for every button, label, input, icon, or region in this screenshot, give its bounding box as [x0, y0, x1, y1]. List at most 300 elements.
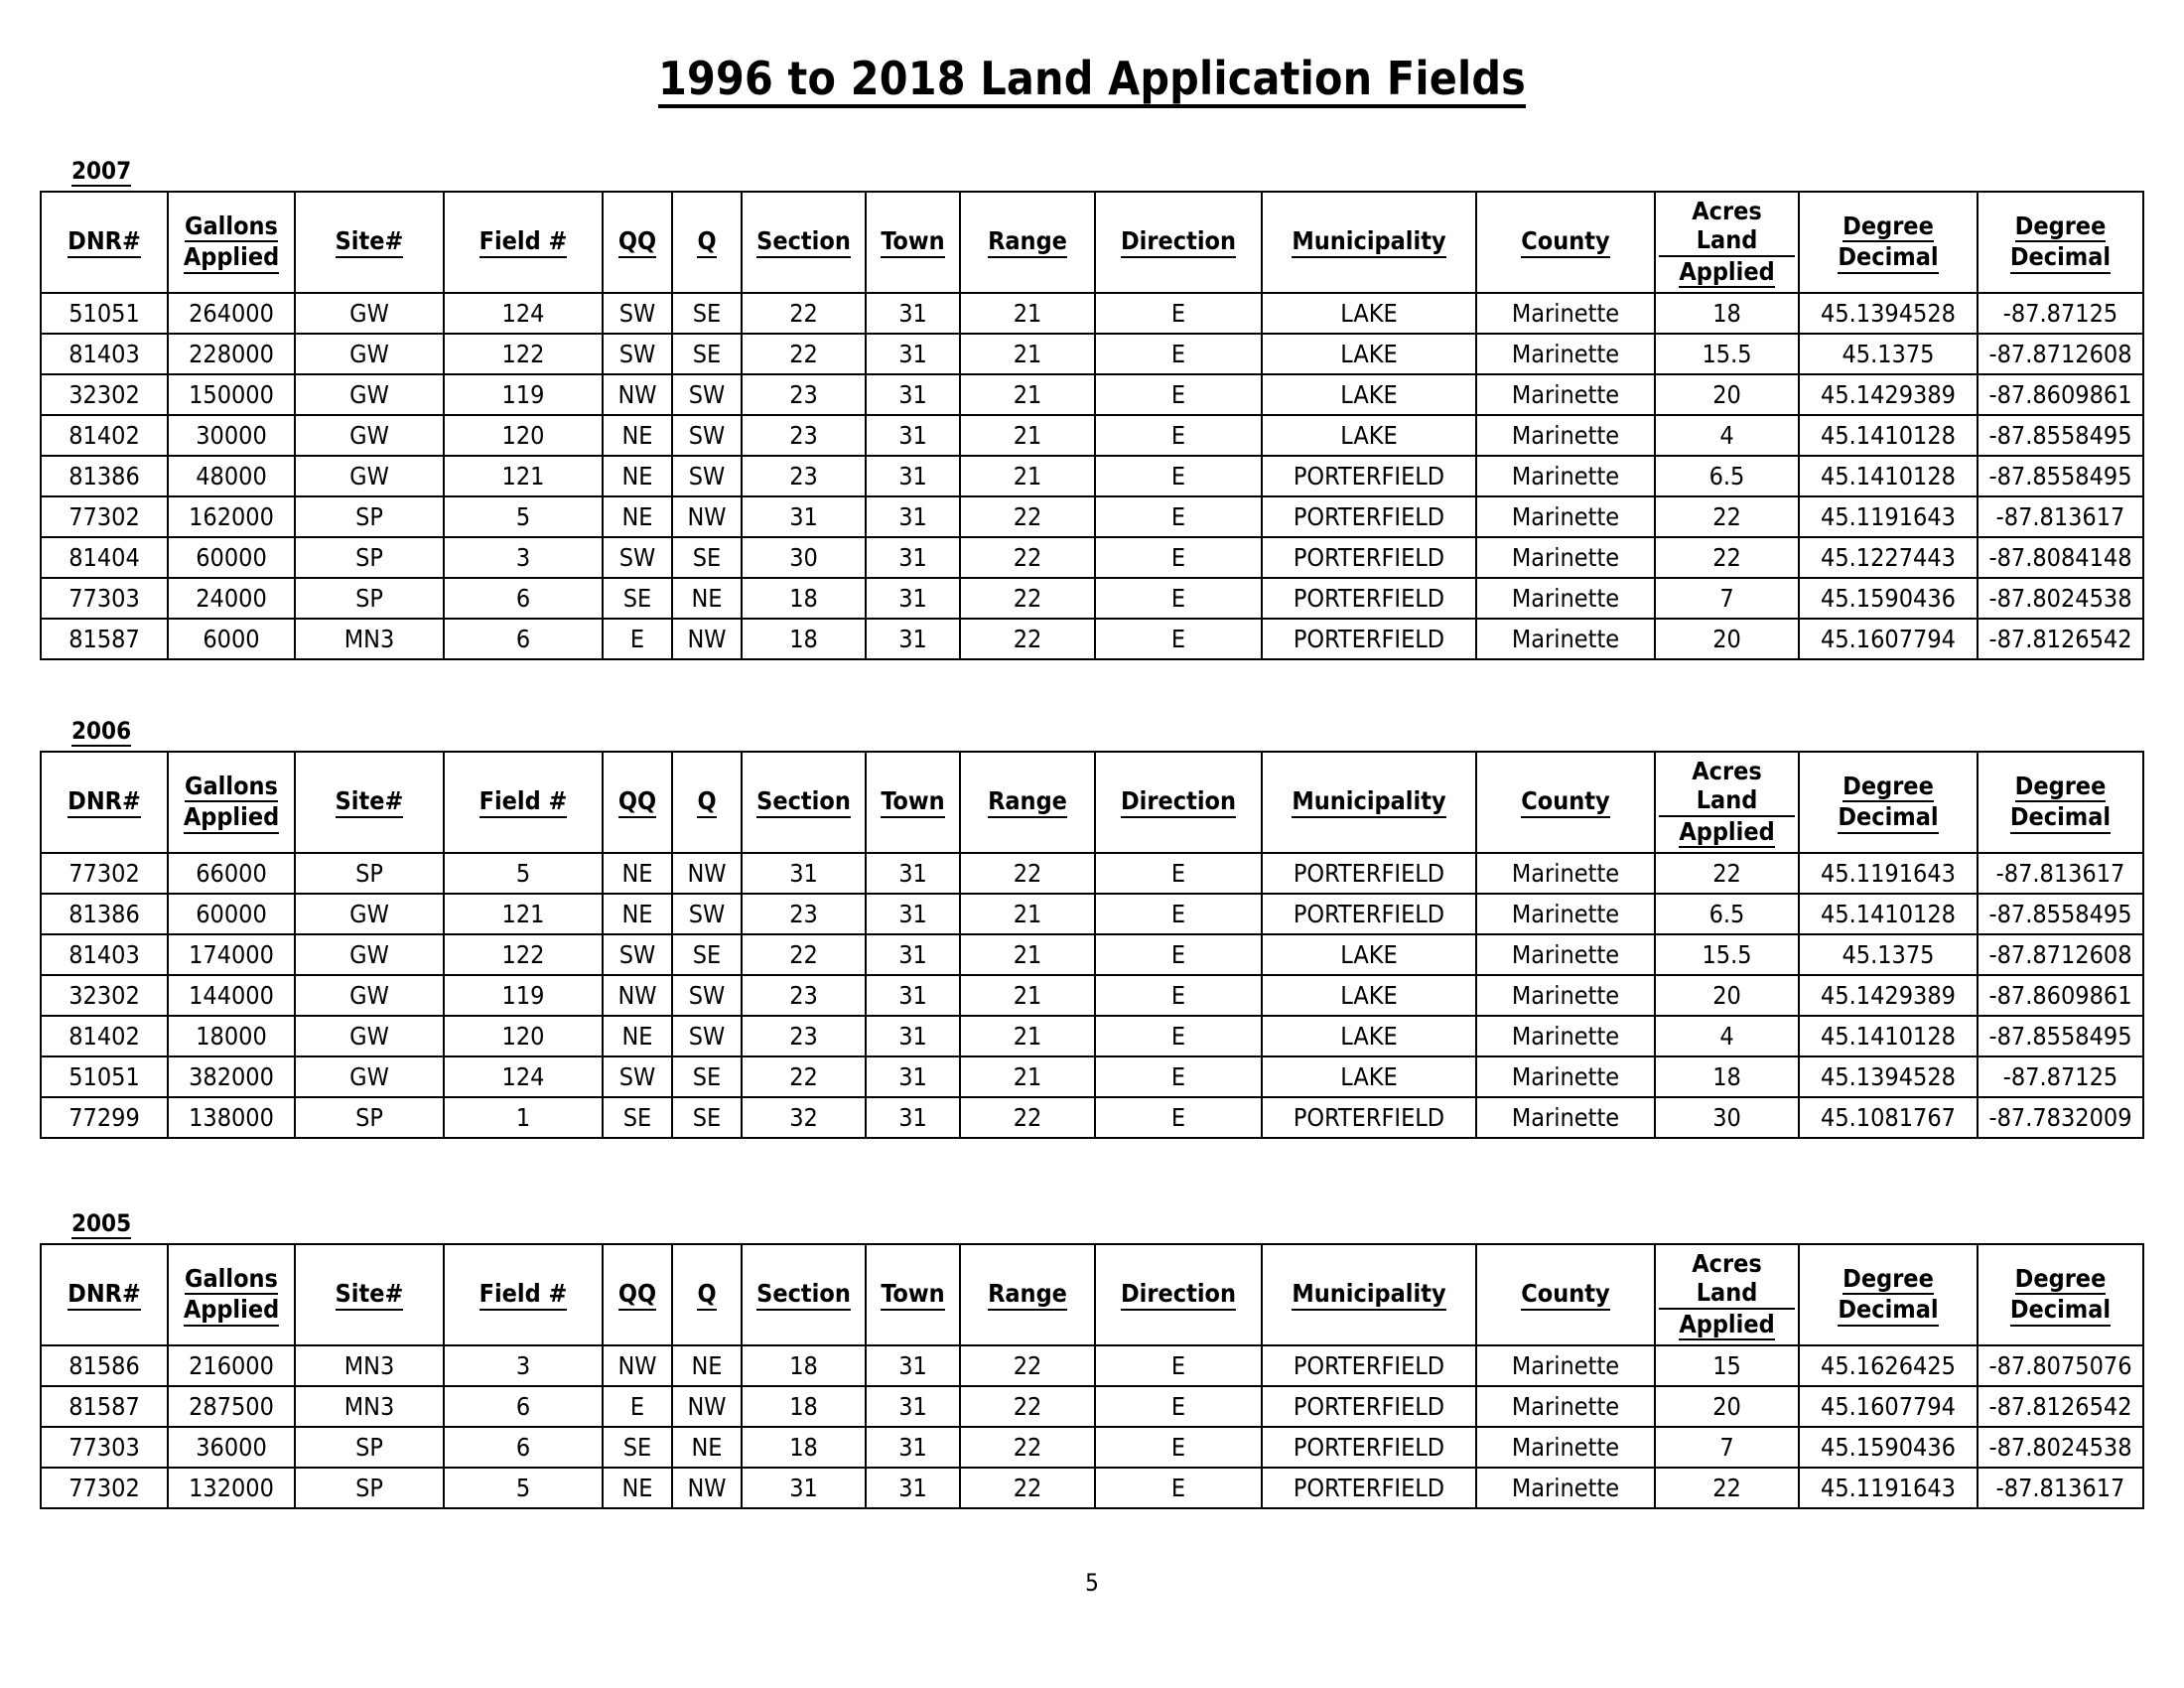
column-header-text: Degree [2015, 772, 2107, 803]
column-header-line [676, 786, 738, 818]
table-body-2006 [41, 853, 2143, 1138]
table-cell: SE [672, 537, 742, 578]
column-header [1978, 1244, 2143, 1345]
table-cell: NE [603, 456, 672, 496]
column-header-text: Direction [1121, 786, 1236, 818]
table-cell: 32 [742, 1097, 866, 1138]
table-cell: E [1095, 1386, 1262, 1427]
table-cell: NE [603, 415, 672, 456]
table-cell: 77302 [41, 1468, 168, 1508]
table-cell: E [1095, 374, 1262, 415]
column-header-line [45, 1279, 164, 1311]
table-row [41, 934, 2143, 975]
table-cell: NW [672, 619, 742, 659]
column-header [1262, 752, 1476, 853]
column-header [603, 192, 672, 293]
table-cell: 45.1590436 [1799, 578, 1978, 619]
table-cell: SW [672, 894, 742, 934]
page-title [0, 0, 2184, 108]
table-cell: Marinette [1476, 374, 1655, 415]
table-cell: 31 [742, 496, 866, 537]
table-cell: SE [672, 334, 742, 374]
table-cell: NE [603, 1468, 672, 1508]
table-row [41, 894, 2143, 934]
table-body-2007 [41, 293, 2143, 659]
table-cell: 31 [866, 537, 960, 578]
column-header-line [1659, 757, 1795, 817]
column-header-line [1266, 1279, 1472, 1311]
table-header-2006 [41, 752, 2143, 853]
column-header [866, 752, 960, 853]
column-header-text: Municipality [1292, 226, 1445, 258]
table-cell: 22 [1655, 1468, 1799, 1508]
column-header-line [45, 786, 164, 818]
table-cell: 5 [444, 853, 603, 894]
table-cell: PORTERFIELD [1262, 1386, 1476, 1427]
table-cell: -87.8024538 [1978, 1427, 2143, 1468]
table-cell: NE [603, 853, 672, 894]
table-cell: Marinette [1476, 1345, 1655, 1386]
table-cell: Marinette [1476, 1386, 1655, 1427]
table-cell: 121 [444, 456, 603, 496]
table-cell: 31 [866, 975, 960, 1016]
table-cell: SW [603, 934, 672, 975]
table-cell: 81587 [41, 1386, 168, 1427]
table-cell: 45.1191643 [1799, 496, 1978, 537]
table-cell: LAKE [1262, 415, 1476, 456]
table-cell: SW [672, 456, 742, 496]
table-cell: 18 [742, 1345, 866, 1386]
column-header [444, 192, 603, 293]
table-cell: E [1095, 1097, 1262, 1138]
table-cell: NW [672, 1386, 742, 1427]
table-cell: 81403 [41, 934, 168, 975]
table-cell: 120 [444, 415, 603, 456]
table-cell: SW [603, 1056, 672, 1097]
table-cell: 45.1375 [1799, 334, 1978, 374]
table-cell: 31 [866, 934, 960, 975]
table-cell: E [1095, 975, 1262, 1016]
table-cell: 30 [742, 537, 866, 578]
column-header-text: Acres Land [1659, 197, 1795, 257]
column-header [1978, 192, 2143, 293]
table-cell: 45.1410128 [1799, 415, 1978, 456]
table-cell: SP [295, 496, 444, 537]
table-cell: NW [603, 374, 672, 415]
table-cell: LAKE [1262, 293, 1476, 334]
table-cell: 31 [866, 1016, 960, 1056]
column-header [960, 192, 1095, 293]
table-cell: 77303 [41, 578, 168, 619]
table-cell: PORTERFIELD [1262, 1097, 1476, 1138]
column-header [1655, 1244, 1799, 1345]
table-cell: 31 [866, 1386, 960, 1427]
table-cell: 24000 [168, 578, 295, 619]
table-cell: 1 [444, 1097, 603, 1138]
page-number: 5 [1085, 1569, 1099, 1597]
table-cell: NE [603, 496, 672, 537]
column-header-text: QQ [618, 786, 656, 818]
table-cell: 22 [742, 1056, 866, 1097]
table-cell: 45.1375 [1799, 934, 1978, 975]
table-cell: Marinette [1476, 537, 1655, 578]
year-section-2005 [0, 1209, 2184, 1509]
column-header-text: Municipality [1292, 1279, 1445, 1311]
table-cell: PORTERFIELD [1262, 853, 1476, 894]
table-cell: GW [295, 894, 444, 934]
table-cell: Marinette [1476, 975, 1655, 1016]
table-cell: 150000 [168, 374, 295, 415]
table-cell: E [1095, 1468, 1262, 1508]
table-cell: PORTERFIELD [1262, 496, 1476, 537]
table-row [41, 1427, 2143, 1468]
table-cell: 48000 [168, 456, 295, 496]
table-cell: 45.1191643 [1799, 1468, 1978, 1508]
table-cell: NW [672, 1468, 742, 1508]
column-header-text: Direction [1121, 1279, 1236, 1311]
land-application-table-2005 [40, 1243, 2144, 1509]
table-cell: 22 [742, 293, 866, 334]
table-cell: -87.8084148 [1978, 537, 2143, 578]
table-cell: Marinette [1476, 853, 1655, 894]
column-header-text: QQ [618, 226, 656, 258]
table-cell: Marinette [1476, 415, 1655, 456]
column-header-line [172, 772, 291, 803]
table-cell: -87.8609861 [1978, 975, 2143, 1016]
table-cell: -87.813617 [1978, 853, 2143, 894]
table-cell: 81586 [41, 1345, 168, 1386]
column-header-text: Q [697, 1279, 716, 1311]
table-cell: 121 [444, 894, 603, 934]
table-cell: 21 [960, 456, 1095, 496]
table-cell: SW [603, 537, 672, 578]
table-cell: 31 [866, 619, 960, 659]
table-cell: 31 [866, 853, 960, 894]
table-cell: E [1095, 456, 1262, 496]
table-cell: GW [295, 415, 444, 456]
column-header-line [676, 226, 738, 258]
column-header [672, 1244, 742, 1345]
table-cell: SE [603, 578, 672, 619]
table-cell: 23 [742, 456, 866, 496]
table-cell: MN3 [295, 1345, 444, 1386]
table-cell: SE [603, 1097, 672, 1138]
table-cell: 51051 [41, 1056, 168, 1097]
column-header-text: Degree [1843, 211, 1934, 243]
column-header-line [1099, 1279, 1258, 1311]
table-cell: 21 [960, 415, 1095, 456]
table-cell: NW [672, 853, 742, 894]
table-cell: SW [672, 415, 742, 456]
table-row [41, 537, 2143, 578]
column-header [1655, 752, 1799, 853]
table-cell: PORTERFIELD [1262, 1427, 1476, 1468]
table-cell: 60000 [168, 537, 295, 578]
table-row [41, 293, 2143, 334]
column-header-line [870, 786, 956, 818]
column-header-line [1659, 257, 1795, 289]
column-header-text: DNR# [68, 226, 141, 258]
table-cell: MN3 [295, 1386, 444, 1427]
table-cell: LAKE [1262, 1016, 1476, 1056]
table-cell: 36000 [168, 1427, 295, 1468]
table-cell: PORTERFIELD [1262, 456, 1476, 496]
column-header-text: Acres Land [1659, 757, 1795, 817]
column-header [742, 752, 866, 853]
column-header [1799, 1244, 1978, 1345]
table-cell: 122 [444, 934, 603, 975]
column-header [742, 1244, 866, 1345]
table-cell: NE [603, 1016, 672, 1056]
table-cell: 81402 [41, 1016, 168, 1056]
table-cell: 23 [742, 374, 866, 415]
table-cell: 6 [444, 1427, 603, 1468]
table-cell: 30 [1655, 1097, 1799, 1138]
table-row [41, 496, 2143, 537]
table-cell: GW [295, 334, 444, 374]
table-cell: 51051 [41, 293, 168, 334]
column-header-text: Site# [336, 1279, 404, 1311]
table-cell: 21 [960, 374, 1095, 415]
table-cell: PORTERFIELD [1262, 1345, 1476, 1386]
column-header [1262, 192, 1476, 293]
column-header-line [1981, 802, 2139, 834]
table-cell: GW [295, 374, 444, 415]
column-header [444, 1244, 603, 1345]
table-cell: SE [672, 934, 742, 975]
table-cell: 45.1394528 [1799, 1056, 1978, 1097]
column-header-text: Applied [1679, 1310, 1774, 1341]
column-header-line [1981, 211, 2139, 243]
table-cell: 6 [444, 1386, 603, 1427]
table-cell: PORTERFIELD [1262, 578, 1476, 619]
column-header-line [964, 786, 1091, 818]
table-cell: 32302 [41, 975, 168, 1016]
table-cell: E [1095, 1345, 1262, 1386]
table-cell: LAKE [1262, 975, 1476, 1016]
table-cell: -87.87125 [1978, 1056, 2143, 1097]
table-cell: 287500 [168, 1386, 295, 1427]
table-cell: 45.1410128 [1799, 456, 1978, 496]
column-header-text: Gallons [185, 211, 278, 243]
table-cell: 45.1607794 [1799, 619, 1978, 659]
table-cell: PORTERFIELD [1262, 537, 1476, 578]
table-cell: SW [672, 975, 742, 1016]
column-header-line [172, 1295, 291, 1327]
table-cell: NE [672, 578, 742, 619]
column-header [41, 192, 168, 293]
column-header-line [1099, 786, 1258, 818]
table-cell: 20 [1655, 1386, 1799, 1427]
table-cell: 22 [960, 537, 1095, 578]
column-header-text: Section [756, 226, 851, 258]
column-header-line [172, 1264, 291, 1296]
table-row [41, 975, 2143, 1016]
table-cell: NW [672, 496, 742, 537]
table-cell: 77303 [41, 1427, 168, 1468]
table-row [41, 1016, 2143, 1056]
table-cell: Marinette [1476, 1016, 1655, 1056]
table-cell: SW [603, 293, 672, 334]
column-header-text: Decimal [1838, 242, 1938, 274]
table-cell: 6 [444, 578, 603, 619]
table-cell: 45.1410128 [1799, 1016, 1978, 1056]
column-header-line [607, 1279, 668, 1311]
land-application-table-2006 [40, 751, 2144, 1139]
table-cell: 31 [866, 578, 960, 619]
table-cell: E [1095, 334, 1262, 374]
table-cell: 31 [866, 894, 960, 934]
table-cell: 21 [960, 975, 1095, 1016]
table-cell: SP [295, 537, 444, 578]
table-cell: -87.8024538 [1978, 578, 2143, 619]
table-cell: SP [295, 1468, 444, 1508]
table-cell: -87.8558495 [1978, 415, 2143, 456]
table-cell: Marinette [1476, 1097, 1655, 1138]
table-cell: Marinette [1476, 1056, 1655, 1097]
column-header [1978, 752, 2143, 853]
table-cell: 31 [866, 293, 960, 334]
column-header [1095, 192, 1262, 293]
column-header-line [1803, 802, 1974, 834]
table-cell: SP [295, 578, 444, 619]
table-cell: 4 [1655, 1016, 1799, 1056]
table-cell: 132000 [168, 1468, 295, 1508]
table-cell: 23 [742, 1016, 866, 1056]
column-header-text: Town [881, 226, 944, 258]
table-row [41, 1345, 2143, 1386]
table-cell: 5 [444, 496, 603, 537]
table-cell: E [1095, 853, 1262, 894]
column-header-text: Decimal [1838, 802, 1938, 834]
table-row [41, 1468, 2143, 1508]
column-header-line [676, 1279, 738, 1311]
table-header-row [41, 1244, 2143, 1345]
table-cell: -87.8558495 [1978, 1016, 2143, 1056]
table-cell: 119 [444, 374, 603, 415]
table-cell: 22 [960, 1427, 1095, 1468]
table-cell: 18 [1655, 1056, 1799, 1097]
table-cell: 7 [1655, 1427, 1799, 1468]
column-header-text: County [1521, 786, 1609, 818]
column-header-text: DNR# [68, 1279, 141, 1311]
table-cell: 15.5 [1655, 334, 1799, 374]
table-cell: 22 [960, 1345, 1095, 1386]
table-cell: 18 [1655, 293, 1799, 334]
table-cell: 120 [444, 1016, 603, 1056]
table-cell: 22 [960, 496, 1095, 537]
table-header-2007 [41, 192, 2143, 293]
table-cell: E [603, 1386, 672, 1427]
table-row [41, 853, 2143, 894]
table-cell: 32302 [41, 374, 168, 415]
table-cell: 124 [444, 293, 603, 334]
table-cell: NE [603, 894, 672, 934]
column-header-text: Section [756, 786, 851, 818]
table-cell: 31 [742, 1468, 866, 1508]
column-header [168, 752, 295, 853]
column-header-line [964, 1279, 1091, 1311]
column-header [1095, 1244, 1262, 1345]
column-header-line [964, 226, 1091, 258]
table-row [41, 619, 2143, 659]
column-header-text: Applied [184, 242, 279, 274]
table-cell: 15 [1655, 1345, 1799, 1386]
column-header [1262, 1244, 1476, 1345]
column-header-line [1480, 1279, 1651, 1311]
table-cell: 81403 [41, 334, 168, 374]
table-cell: 122 [444, 334, 603, 374]
column-header-line [1981, 772, 2139, 803]
column-header-text: Applied [184, 802, 279, 834]
column-header [960, 752, 1095, 853]
column-header-line [1981, 242, 2139, 274]
table-cell: E [1095, 537, 1262, 578]
table-cell: PORTERFIELD [1262, 894, 1476, 934]
table-cell: 45.1429389 [1799, 374, 1978, 415]
table-cell: GW [295, 934, 444, 975]
column-header-line [1099, 226, 1258, 258]
column-header [1476, 752, 1655, 853]
year-label-2007-text: 2007 [71, 159, 131, 187]
column-header-line [1480, 226, 1651, 258]
table-cell: -87.8075076 [1978, 1345, 2143, 1386]
table-cell: E [1095, 293, 1262, 334]
table-row [41, 1097, 2143, 1138]
table-cell: 31 [866, 374, 960, 415]
table-cell: 20 [1655, 374, 1799, 415]
table-cell: 31 [866, 1345, 960, 1386]
year-label-2007 [71, 157, 2184, 187]
column-header-line [299, 1279, 440, 1311]
column-header-text: Degree [1843, 1264, 1934, 1296]
column-header [1476, 192, 1655, 293]
table-cell: 81404 [41, 537, 168, 578]
column-header [1799, 752, 1978, 853]
table-cell: -87.7832009 [1978, 1097, 2143, 1138]
table-cell: 22 [960, 1386, 1095, 1427]
year-label-2005 [71, 1209, 2184, 1239]
table-cell: SP [295, 1097, 444, 1138]
table-cell: 45.1081767 [1799, 1097, 1978, 1138]
table-body-2005 [41, 1345, 2143, 1508]
column-header-line [172, 802, 291, 834]
table-cell: PORTERFIELD [1262, 619, 1476, 659]
table-cell: 7 [1655, 578, 1799, 619]
table-header-row [41, 752, 2143, 853]
column-header-text: Degree [1843, 772, 1934, 803]
table-cell: 382000 [168, 1056, 295, 1097]
table-cell: GW [295, 293, 444, 334]
table-cell: SW [672, 1016, 742, 1056]
table-row [41, 456, 2143, 496]
column-header-line [172, 211, 291, 243]
table-cell: 138000 [168, 1097, 295, 1138]
column-header-line [1480, 786, 1651, 818]
table-cell: 60000 [168, 894, 295, 934]
table-cell: GW [295, 1056, 444, 1097]
table-cell: E [1095, 578, 1262, 619]
table-cell: E [1095, 1016, 1262, 1056]
table-cell: NE [672, 1345, 742, 1386]
table-row [41, 334, 2143, 374]
column-header-text: Field # [479, 226, 568, 258]
table-row [41, 374, 2143, 415]
table-cell: 81386 [41, 456, 168, 496]
year-label-2006 [71, 717, 2184, 747]
column-header-text: Gallons [185, 772, 278, 803]
table-cell: 22 [960, 853, 1095, 894]
